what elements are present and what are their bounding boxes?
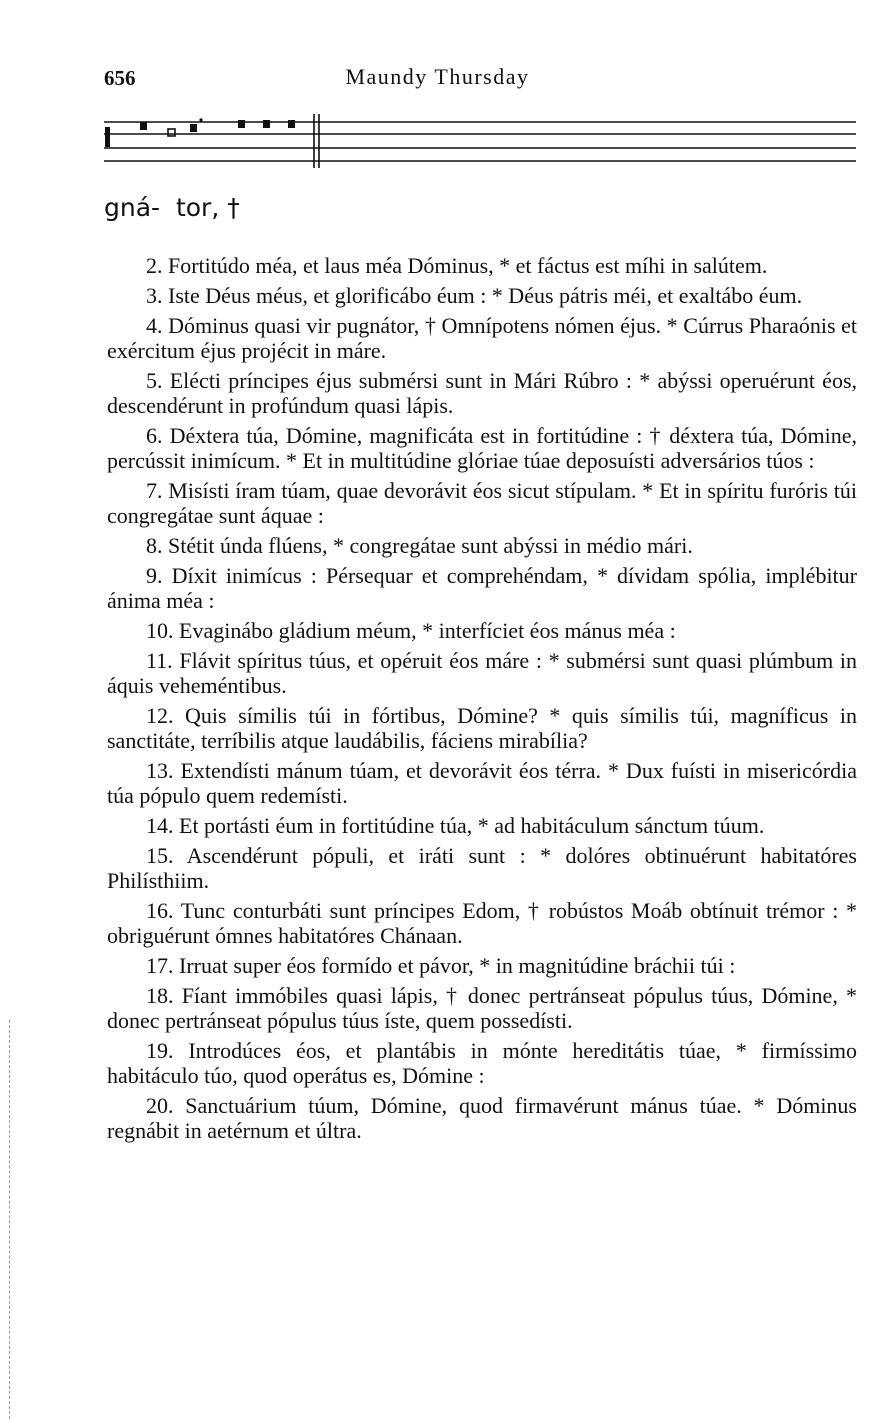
verse-text: Flávit spíritus túus, et opéruit éos máre : * submérsi sunt quasi plúmbum in áquis veheméntibus.	[107, 648, 857, 698]
neume-hollow	[168, 129, 175, 136]
page-crease	[9, 1020, 10, 1419]
verse	[107, 1038, 857, 1088]
verse-number: 17.	[146, 953, 174, 978]
verse	[107, 758, 857, 808]
verse-text: Dóminus quasi vir pugnátor, † Omnípotens nómen éjus. * Cúrrus Pharaónis et exércitum éjus projécit in máre.	[107, 313, 857, 363]
verse-text: Quis símilis túi in fórtibus, Dómine? * quis símilis túi, magníficus in sanctitáte, terríbilis atque laudábilis, fáciens mirabília?	[107, 703, 857, 753]
verse-number: 14.	[146, 813, 174, 838]
neume-square	[288, 120, 295, 128]
verse-number: 4.	[146, 313, 163, 338]
verse-number: 9.	[146, 563, 163, 588]
verse	[107, 423, 857, 473]
verse	[107, 283, 857, 308]
verse	[107, 533, 857, 558]
verse-text: Tunc conturbáti sunt príncipes Edom, † robústos Moáb obtínuit trémor : * obriguérunt ómnes habitatóres Chánaan.	[107, 898, 857, 948]
verse-text: Déxtera túa, Dómine, magnificáta est in fortitúdine : † déxtera túa, Dómine, percússit inimícum. * Et in multitúdine glóriae túae deposuísti adversários túos :	[107, 423, 857, 473]
verse-text: Et portásti éum in fortitúdine túa, * ad habitáculum sánctum túum.	[179, 813, 765, 838]
verse-text: Stétit únda flúens, * congregátae sunt abýssi in médio mári.	[168, 533, 693, 558]
verse	[107, 563, 857, 613]
neume-square	[140, 122, 147, 130]
verse-number: 6.	[146, 423, 163, 448]
verse-text: Introdúces éos, et plantábis in mónte hereditátis túae, * firmíssimo habitáculo túo, quod operátus es, Dómine :	[107, 1038, 858, 1088]
verse	[107, 953, 857, 978]
verse-text: Iste Déus méus, et glorificábo éum : * Déus pátris méi, et exaltábo éum.	[168, 283, 803, 308]
verse-number: 7.	[146, 478, 163, 503]
verse-text: Misísti íram túam, quae devorávit éos sicut stípulam. * Et in spíritu furóris túi congregátae sunt áquae :	[107, 478, 858, 528]
page-number: 656	[104, 66, 136, 90]
verse-text: Elécti príncipes éjus submérsi sunt in Mári Rúbro : * abýssi operuérunt éos, descendérunt in profúndum quasi lápis.	[107, 368, 858, 418]
verse	[107, 983, 857, 1033]
verse-number: 20.	[146, 1093, 174, 1118]
verse-number: 19.	[146, 1038, 174, 1063]
verse	[107, 648, 857, 698]
verse-number: 18.	[146, 983, 174, 1008]
verse-number: 5.	[146, 368, 163, 393]
neume-square	[238, 120, 245, 128]
verse	[107, 703, 857, 753]
verse-number: 8.	[146, 533, 163, 558]
verse-text: Díxit inimícus : Pérsequar et comprehéndam, * dívidam spólia, implébitur ánima méa :	[107, 563, 857, 613]
verse-number: 12.	[146, 703, 174, 728]
verse	[107, 1093, 857, 1143]
canticle-verses	[107, 253, 857, 1148]
verse-text: Extendísti mánum túam, et devorávit éos térra. * Dux fuísti in misericórdia túa pópulo quem redemísti.	[107, 758, 858, 808]
verse	[107, 478, 857, 528]
neume-square	[263, 120, 270, 128]
verse-text: Ascendérunt pópuli, et iráti sunt : * dolóres obtinuérunt habitatóres Philísthiim.	[107, 843, 857, 893]
verse	[107, 253, 857, 278]
verse-number: 3.	[146, 283, 163, 308]
verse	[107, 618, 857, 643]
verse	[107, 898, 857, 948]
verse-number: 2.	[146, 253, 163, 278]
verse	[107, 813, 857, 838]
chant-syllables: gná- tor, †	[104, 193, 240, 222]
verse-text: Evaginábo gládium méum, * interfíciet éos mánus méa :	[179, 618, 676, 643]
verse-number: 11.	[146, 648, 173, 673]
verse	[107, 313, 857, 363]
verse-number: 13.	[146, 758, 174, 783]
neume-dot	[199, 118, 202, 121]
verse-text: Sanctuárium túum, Dómine, quod firmavérunt mánus túae. * Dóminus regnábit in aetérnum et últra.	[107, 1093, 857, 1143]
running-title: Maundy Thursday	[345, 64, 530, 89]
verse-text: Fortitúdo méa, et laus méa Dóminus, * et fáctus est míhi in salútem.	[168, 253, 768, 278]
verse-text: Irruat super éos formído et pávor, * in magnitúdine bráchii túi :	[179, 953, 736, 978]
verse	[107, 843, 857, 893]
chant-staff	[100, 112, 860, 172]
neume-square	[190, 124, 197, 132]
verse-text: Fíant immóbiles quasi lápis, † donec pertránseat pópulus túus, Dómine, * donec pertránseat pópulus túus íste, quem possedísti.	[107, 983, 858, 1033]
clef	[105, 127, 110, 147]
verse-number: 16.	[146, 898, 174, 923]
verse	[107, 368, 857, 418]
verse-number: 10.	[146, 618, 174, 643]
verse-number: 15.	[146, 843, 174, 868]
